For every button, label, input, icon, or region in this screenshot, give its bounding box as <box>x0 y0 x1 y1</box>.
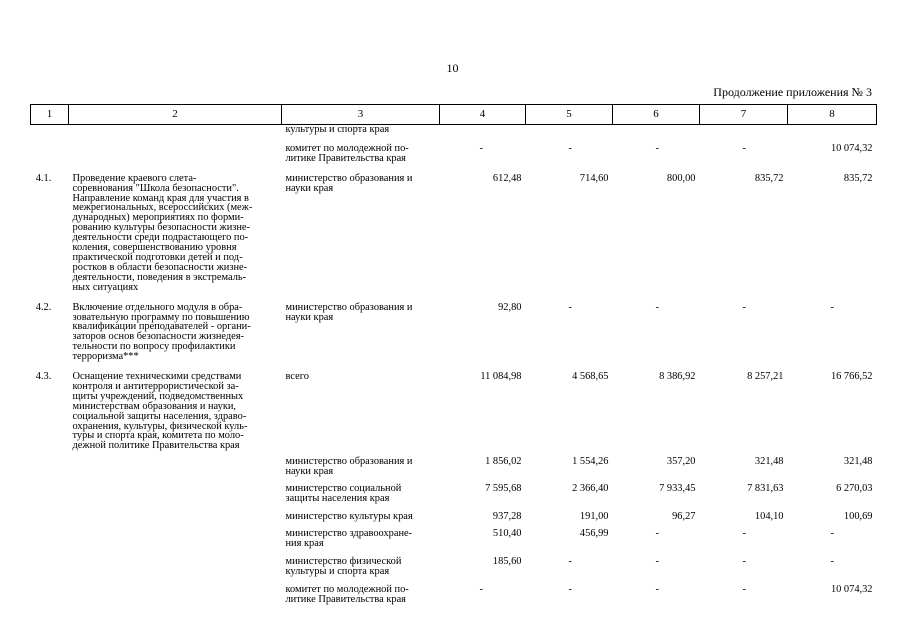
amount-col-7: 835,72 <box>754 172 784 184</box>
amount-col-5: 4 568,65 <box>572 371 609 383</box>
amount-col-6: 357,20 <box>666 456 696 468</box>
col-header-2: 2 <box>69 105 282 125</box>
row-number <box>31 512 69 522</box>
col-header-7: 7 <box>700 105 788 125</box>
amount-col-6: 800,00 <box>666 172 696 184</box>
amount-col-8: - <box>830 555 834 567</box>
row-number <box>31 529 69 549</box>
executor-name: министерство здравоохране- ния края <box>285 527 413 549</box>
table-body <box>31 125 877 606</box>
row-number <box>31 585 69 605</box>
amount-col-4: 510,40 <box>492 527 522 539</box>
row-number <box>31 144 69 164</box>
row-spacer <box>31 549 877 557</box>
row-spacer <box>31 522 877 529</box>
col-header-4: 4 <box>440 105 526 125</box>
amount-col-8: 6 270,03 <box>836 483 873 495</box>
executor-name: культуры и спорта края <box>285 124 390 135</box>
row-number <box>31 557 69 577</box>
table-row <box>31 557 877 577</box>
amount-col-7: 8 257,21 <box>747 371 784 383</box>
amount-col-6: - <box>655 584 659 596</box>
amount-col-5: - <box>568 142 572 154</box>
amount-col-4: 612,48 <box>492 172 522 184</box>
amount-col-4: 185,60 <box>492 555 522 567</box>
header-row <box>31 105 877 125</box>
row-number <box>31 125 69 135</box>
row-number: 4.3. <box>35 371 52 383</box>
amount-col-8: 321,48 <box>843 456 873 468</box>
amount-col-8 <box>788 125 877 135</box>
amount-col-4: 92,80 <box>498 301 522 313</box>
amount-col-4: 11 084,98 <box>480 371 522 383</box>
measure-title <box>69 484 282 504</box>
measure-title <box>69 529 282 549</box>
executor-name: министерство образования и науки края <box>285 301 413 323</box>
amount-col-5: 714,60 <box>579 172 609 184</box>
amount-col-8: 100,69 <box>843 510 873 522</box>
row-number <box>31 484 69 504</box>
col-header-1: 1 <box>31 105 69 125</box>
table-row <box>31 303 877 362</box>
amount-col-5: 2 366,40 <box>572 483 609 495</box>
measure-title: Проведение краевого слета- соревнования "Школа безопасности". Направление команд края для участия в межрегиональных, всероссийских (меж- дународных) мероприятиях по форми- рованию культуры безопасности жизне- деятельности среди подрастающего по- коления, совершенствованию уровня практической подготовки детей и под- ростков в области безопасности жизне- деятельности, поведения в экстремаль- ных ситуациях <box>72 172 253 293</box>
amount-col-8: - <box>830 301 834 313</box>
amount-col-6: - <box>655 142 659 154</box>
amount-col-7: - <box>742 142 746 154</box>
amount-col-6: 8 386,92 <box>659 371 696 383</box>
program-table <box>30 104 877 605</box>
measure-title <box>69 512 282 522</box>
executor-name: министерство образования и науки края <box>285 172 413 194</box>
amount-col-5: - <box>568 584 572 596</box>
table-row <box>31 529 877 549</box>
amount-col-6: 96,27 <box>672 510 696 522</box>
amount-col-6: - <box>655 555 659 567</box>
amount-col-8: - <box>830 527 834 539</box>
table-row <box>31 372 877 451</box>
row-spacer <box>31 504 877 512</box>
measure-title <box>69 457 282 477</box>
amount-col-8: 10 074,32 <box>830 142 873 154</box>
amount-col-8: 16 766,52 <box>830 371 873 383</box>
measure-title: Включение отдельного модуля в обра- зовательную программу по повышению квалификации преподавателей - органи- заторов основ безопасности жизнедея- тельности по вопросу профилактики терроризма*** <box>72 301 251 363</box>
table-row <box>31 457 877 477</box>
row-spacer <box>31 135 877 144</box>
table-row <box>31 125 877 135</box>
amount-col-5: 191,00 <box>579 510 609 522</box>
col-header-8: 8 <box>788 105 877 125</box>
table-row <box>31 174 877 293</box>
row-number: 4.2. <box>35 301 52 313</box>
amount-col-4: 937,28 <box>492 510 522 522</box>
col-header-6: 6 <box>613 105 700 125</box>
row-number <box>31 457 69 477</box>
amount-col-7: - <box>742 555 746 567</box>
amount-col-4 <box>440 125 526 135</box>
amount-col-7: 321,48 <box>754 456 784 468</box>
measure-title <box>69 125 282 135</box>
col-header-5: 5 <box>526 105 613 125</box>
amount-col-5: - <box>568 555 572 567</box>
table-row <box>31 512 877 522</box>
amount-col-7: - <box>742 301 746 313</box>
measure-title: Оснащение техническими средствами контроля и антитеррористической за- щиты учреждений, подведомственных министерствам образования и науки, социальной защиты населения, здраво- охранения, культуры, физической куль- туры и спорта края, комитета по моло- дежной политике Правительства края <box>72 371 248 452</box>
executor-name: министерство культуры края <box>285 510 413 522</box>
executor-name: министерство физической культуры и спорта края <box>285 555 402 577</box>
row-number: 4.1. <box>35 172 52 184</box>
amount-col-6: - <box>655 301 659 313</box>
executor-name: комитет по молодежной по- литике Правительства края <box>285 584 409 606</box>
amount-col-7: - <box>742 584 746 596</box>
table-row <box>31 585 877 605</box>
measure-title <box>69 585 282 605</box>
executor-name: всего <box>285 371 309 383</box>
measure-title <box>69 144 282 164</box>
row-spacer <box>31 576 877 585</box>
amount-col-7: - <box>742 527 746 539</box>
amount-col-8: 10 074,32 <box>830 584 873 596</box>
amount-col-7: 7 831,63 <box>747 483 784 495</box>
executor-name: министерство социальной защиты населения края <box>285 483 402 504</box>
amount-col-8: 835,72 <box>843 172 873 184</box>
executor-name: министерство образования и науки края <box>285 456 413 478</box>
amount-col-5: - <box>568 301 572 313</box>
measure-title <box>69 557 282 577</box>
amount-col-4: - <box>479 142 483 154</box>
amount-col-5: 1 554,26 <box>572 456 609 468</box>
col-header-3: 3 <box>282 105 440 125</box>
amount-col-4: - <box>479 584 483 596</box>
amount-col-4: 7 595,68 <box>485 483 522 495</box>
continuation-label: Продолжение приложения № 3 <box>713 85 872 99</box>
table-row <box>31 144 877 164</box>
amount-col-7 <box>700 125 788 135</box>
amount-col-7: 104,10 <box>754 510 784 522</box>
amount-col-5: 456,99 <box>579 527 609 539</box>
executor-name: комитет по молодежной по- литике Правительства края <box>285 142 409 164</box>
table-row <box>31 484 877 504</box>
amount-col-4: 1 856,02 <box>485 456 522 468</box>
amount-col-5 <box>526 125 613 135</box>
amount-col-6 <box>613 125 700 135</box>
page-number: 10 <box>446 61 459 75</box>
amount-col-6: - <box>655 527 659 539</box>
amount-col-6: 7 933,45 <box>659 483 696 495</box>
